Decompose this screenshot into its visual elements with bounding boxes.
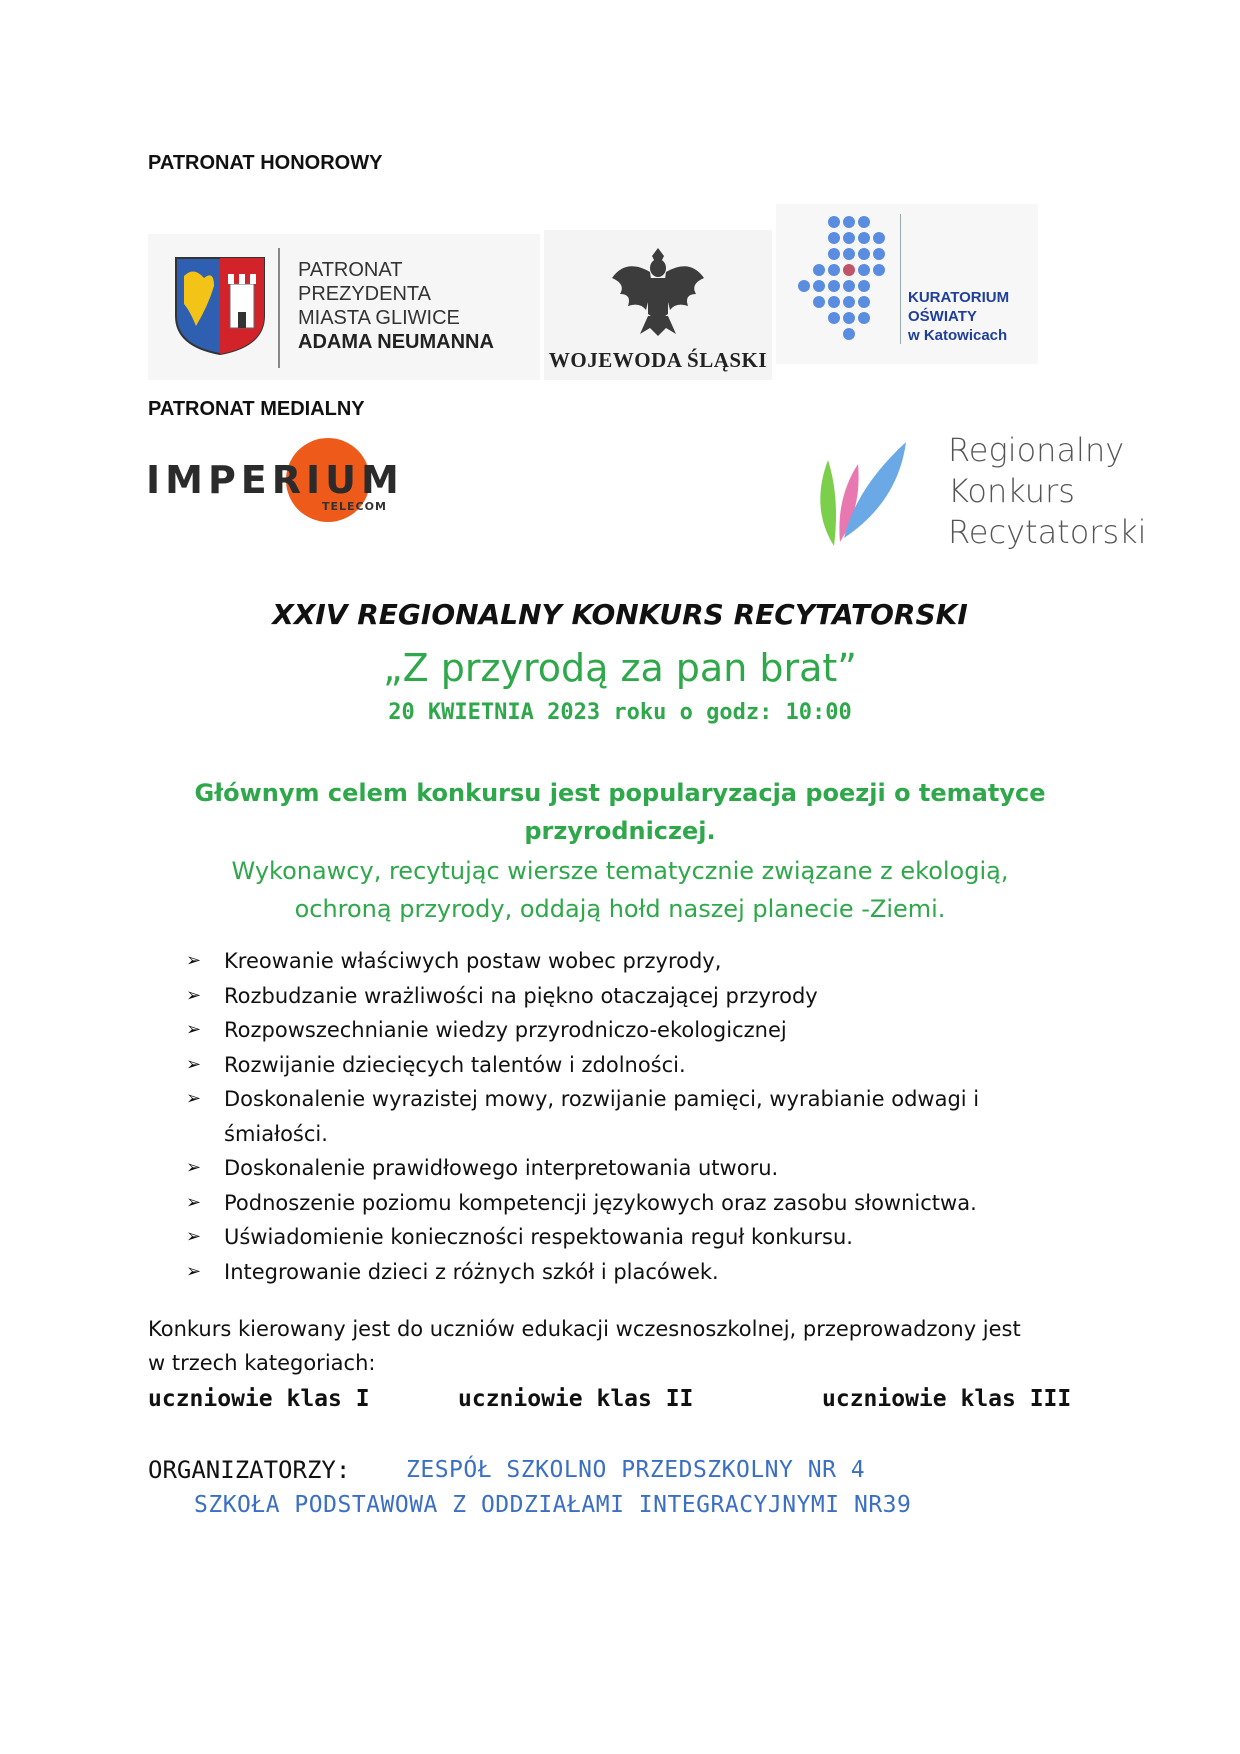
audience-text <box>148 1312 1108 1380</box>
rkr-line-3: Recytatorski <box>948 513 1147 551</box>
media-patronage-label: PATRONAT MEDIALNY <box>148 398 365 420</box>
audience-line-1: Konkurs kierowany jest do uczniów edukacji wczesnoszkolnej, przeprowadzony jest <box>148 1317 1021 1341</box>
list-item: ➢ Doskonalenie wyrazistej mowy, rozwijanie pamięci, wyrabianie odwagi i śmiałości. <box>186 1082 1074 1151</box>
arrow-bullet-icon: ➢ <box>186 1157 202 1178</box>
imperium-name: IMPERIUM <box>146 458 404 502</box>
arrow-bullet-icon: ➢ <box>186 984 202 1006</box>
imperium-logo <box>146 434 426 526</box>
list-item: ➢ Integrowanie dzieci z różnych szkół i placówek. <box>186 1255 1086 1290</box>
list-item: ➢ Uświadomienie konieczności respektowania reguł konkursu. <box>186 1220 1086 1255</box>
category-1: uczniowie klas I <box>148 1386 370 1412</box>
organizers-label: ORGANIZATORZY: <box>148 1456 351 1484</box>
arrow-bullet-icon: ➢ <box>186 1260 202 1282</box>
contest-subtitle: „Z przyrodą za pan brat” <box>383 646 857 690</box>
list-item: ➢ Rozpowszechnianie wiedzy przyrodniczo-ekologicznej <box>186 1013 1086 1048</box>
kuratorium-line-2: OŚWIATY <box>908 308 977 325</box>
kuratorium-dots-icon <box>794 212 904 352</box>
organizer-1: ZESPÓŁ SZKOLNO PRZEDSZKOLNY NR 4 <box>406 1457 866 1483</box>
audience-line-2: w trzech kategoriach: <box>148 1351 376 1375</box>
contest-goal <box>120 774 1120 850</box>
contest-date: 20 KWIETNIA 2023 roku o godz: 10:00 <box>388 700 852 725</box>
kuratorium-divider <box>900 214 901 344</box>
arrow-bullet-icon: ➢ <box>186 1088 202 1109</box>
desc-line-1: Wykonawcy, recytując wiersze tematycznie związane z ekologią, <box>231 857 1009 885</box>
arrow-bullet-icon: ➢ <box>186 1191 202 1213</box>
list-item: ➢ Rozbudzanie wrażliwości na piękno otaczającej przyrody <box>186 979 1086 1014</box>
goals-list <box>186 944 1086 1289</box>
kuratorium-logo <box>776 204 1038 364</box>
wojewoda-logo <box>544 230 772 380</box>
contest-title: XXIV REGIONALNY KONKURS RECYTATORSKI <box>272 598 968 631</box>
gliwice-coat-of-arms-icon <box>174 256 266 356</box>
imperium-sub: TELECOM <box>322 500 387 513</box>
list-item: ➢ Kreowanie właściwych postaw wobec przyrody, <box>186 944 1086 979</box>
wojewoda-label: WOJEWODA ŚLĄSKI <box>548 348 768 372</box>
category-2: uczniowie klas II <box>458 1386 694 1412</box>
rkr-line-1: Regionalny <box>948 431 1125 469</box>
rkr-line-2: Konkurs <box>948 472 1075 510</box>
gliwice-patronage-logo <box>148 234 540 380</box>
gliwice-line-1: PATRONAT <box>298 259 403 281</box>
list-item: ➢ Podnoszenie poziomu kompetencji językowych oraz zasobu słownictwa. <box>186 1186 1086 1221</box>
contest-description <box>120 852 1120 928</box>
honorary-patronage-label: PATRONAT HONOROWY <box>148 152 383 174</box>
arrow-bullet-icon: ➢ <box>186 1226 202 1247</box>
arrow-bullet-icon: ➢ <box>186 1019 202 1040</box>
kuratorium-line-3: w Katowicach <box>908 327 1008 344</box>
gliwice-line-3: MIASTA GLIWICE <box>298 307 460 329</box>
arrow-bullet-icon: ➢ <box>186 950 202 971</box>
list-item: ➢ Doskonalenie prawidłowego interpretowania utworu. <box>186 1151 1086 1186</box>
gliwice-line-4: ADAMA NEUMANNA <box>298 331 494 353</box>
rkr-logo <box>806 430 1146 560</box>
logo-divider <box>278 248 280 368</box>
polish-eagle-icon <box>606 238 710 342</box>
kuratorium-line-1: KURATORIUM <box>908 289 1010 306</box>
gliwice-line-2: PREZYDENTA <box>298 283 431 305</box>
list-item: ➢ Rozwijanie dziecięcych talentów i zdolności. <box>186 1048 1086 1083</box>
desc-line-2: ochroną przyrody, oddają hołd naszej planecie -Ziemi. <box>294 895 946 923</box>
goal-line-2: przyrodniczej. <box>524 817 716 845</box>
goal-line-1: Głównym celem konkursu jest popularyzacja poezji o tematyce <box>194 779 1046 807</box>
arrow-bullet-icon: ➢ <box>186 1053 202 1075</box>
category-3: uczniowie klas III <box>822 1386 1072 1412</box>
organizer-2: SZKOŁA PODSTAWOWA Z ODDZIAŁAMI INTEGRACYJNYMI NR39 <box>194 1492 912 1518</box>
feathers-icon <box>806 438 916 548</box>
